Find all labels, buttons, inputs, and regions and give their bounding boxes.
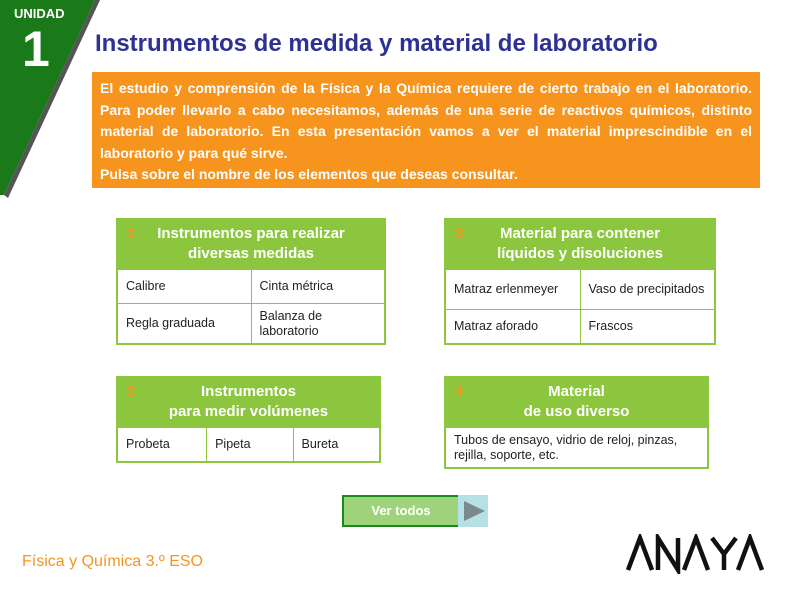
item-vaso-precipitados[interactable]: Vaso de precipitados	[580, 270, 715, 310]
panel-volume-instruments	[116, 376, 381, 463]
items-table	[445, 269, 715, 344]
panel-title-line2: para medir volúmenes	[168, 403, 329, 420]
item-bureta[interactable]: Bureta	[293, 428, 379, 462]
item-matraz-aforado[interactable]: Matraz aforado	[446, 310, 581, 344]
page-title: Instrumentos de medida y material de laboratorio	[95, 30, 658, 57]
panel-miscellaneous	[444, 376, 709, 469]
item-calibre[interactable]: Calibre	[118, 270, 252, 304]
unit-number: 1	[22, 21, 50, 77]
panel-header	[445, 219, 715, 269]
item-balanza[interactable]: Balanza de laboratorio	[251, 304, 385, 344]
panel-title-line2: de uso diverso	[523, 403, 630, 420]
item-regla-graduada[interactable]: Regla graduada	[118, 304, 252, 344]
panel-containers	[444, 218, 716, 345]
unit-badge	[0, 0, 100, 200]
intro-box	[92, 72, 760, 188]
panel-number: 1	[127, 225, 136, 242]
item-pipeta[interactable]: Pipeta	[207, 428, 293, 462]
footer-course-label: Física y Química 3.º ESO	[22, 553, 203, 570]
intro-instruction: Pulsa sobre el nombre de los elementos que deseas consultar.	[100, 166, 518, 182]
panel-header	[117, 377, 380, 427]
item-frascos[interactable]: Frascos	[580, 310, 715, 344]
next-button[interactable]	[458, 495, 488, 527]
panel-number: 2	[127, 383, 136, 400]
panel-title-line1: Instrumentos	[200, 383, 296, 400]
play-arrow-icon	[462, 500, 486, 522]
item-probeta[interactable]: Probeta	[118, 428, 207, 462]
view-all-button[interactable]: Ver todos	[342, 495, 460, 527]
panel-header	[445, 377, 708, 427]
items-table	[117, 427, 380, 462]
panel-number: 4	[455, 383, 464, 400]
panel-title-line1: Instrumentos para realizar	[157, 225, 345, 242]
items-table	[117, 269, 385, 344]
item-cinta-metrica[interactable]: Cinta métrica	[251, 270, 385, 304]
panel-title-line2: líquidos y disoluciones	[497, 245, 663, 262]
panel-title-line1: Material para contener	[499, 225, 661, 242]
intro-paragraph: El estudio y comprensión de la Física y la Química requiere de cierto trabajo en el laboratorio. Para poder llevarlo a cabo necesitamos, además de una serie de reactivos químicos, distinto material de laboratorio. En esta presentación vamos a ver el material imprescindible en el laboratorio y para qué sirve.	[100, 80, 752, 161]
panel-number: 3	[455, 225, 464, 242]
panel-header	[117, 219, 385, 269]
items-table	[445, 427, 708, 468]
unit-badge-shape	[0, 0, 100, 200]
anaya-logo	[624, 534, 764, 574]
unit-label: UNIDAD	[14, 6, 65, 21]
panel-title-line1: Material	[548, 383, 605, 400]
item-uso-diverso[interactable]: Tubos de ensayo, vidrio de reloj, pinzas, rejilla, soporte, etc.	[446, 428, 708, 468]
item-matraz-erlenmeyer[interactable]: Matraz erlenmeyer	[446, 270, 581, 310]
panel-title-line2: diversas medidas	[188, 245, 314, 262]
panel-measurement-instruments	[116, 218, 386, 345]
